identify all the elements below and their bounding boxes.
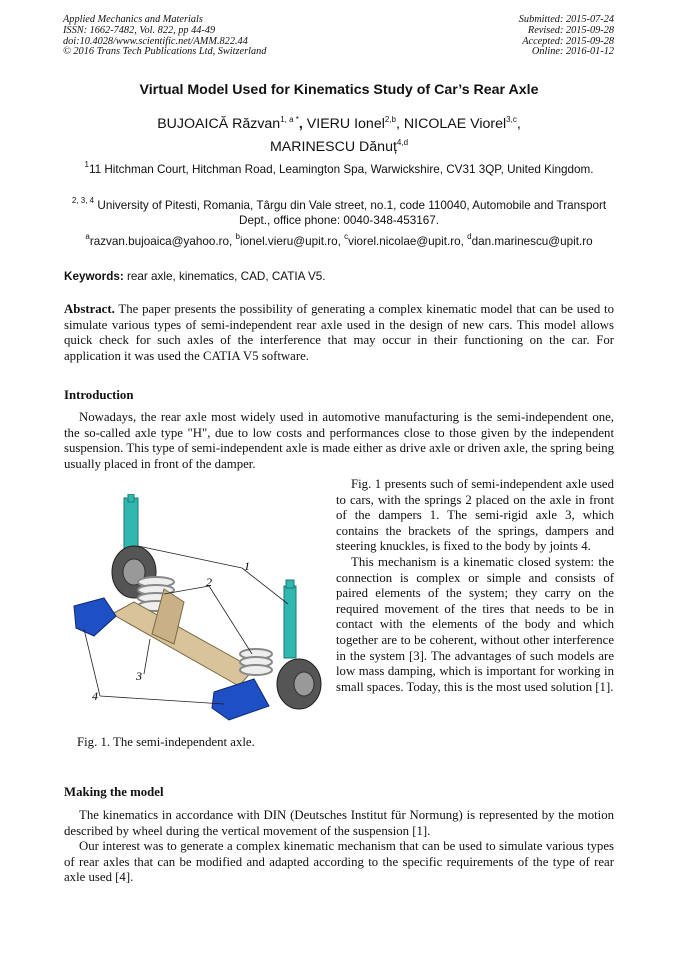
email-link[interactable]: viorel.nicolae@upit.ro,	[348, 235, 468, 248]
author-emails	[54, 232, 624, 250]
author-sup: 4,d	[396, 138, 409, 147]
intro-paragraph-1: Nowadays, the rear axle most widely used in automotive manufacturing is the semi-independent one, the so-called axle type "H", due to low costs and performances close to those given by the independent suspension. This type of semi-independent axle is made either as drive axle or driven axle, the spring being usually placed in front of the damper.	[64, 410, 614, 471]
right-spring	[240, 649, 272, 675]
author-sup: 3,c	[506, 115, 517, 124]
making-paragraph-1: The kinematics in accordance with DIN (Deutsches Institut für Normung) is represented by the motion described by wheel during the vertical movement of the suspension [1].	[64, 808, 614, 838]
author-name: BUJOAICĂ Răzvan	[157, 116, 281, 132]
journal-doi: doi:10.4028/www.scientific.net/AMM.822.44	[63, 35, 248, 47]
journal-name: Applied Mechanics and Materials	[63, 14, 203, 25]
figure-axle	[64, 494, 330, 734]
paper-title: Virtual Model Used for Kinematics Study of Car’s Rear Axle	[139, 82, 539, 98]
author-list	[70, 113, 608, 159]
author-sup: 1, a *	[280, 115, 299, 124]
affiliation-text: 11 Hitchman Court, Hitchman Road, Leamington Spa, Warwickshire, CV31 3QP, United Kingdom.	[88, 163, 594, 176]
keywords-label: Keywords:	[64, 270, 124, 283]
making-paragraph-2: Our interest was to generate a complex kinematic mechanism that can be used to simulate various types of rear axles that can be modified and adapted according to the specific requirements of the type of rear axle used [4].	[64, 839, 614, 885]
email-sup: a	[85, 232, 90, 241]
accepted-date: Accepted: 2015-09-28	[522, 35, 614, 47]
revised-date: Revised: 2015-09-28	[527, 24, 614, 36]
email-link[interactable]: razvan.bujoaica@yahoo.ro,	[89, 235, 236, 248]
affiliation-1	[60, 160, 618, 178]
affiliation-sup: 2, 3, 4	[71, 196, 95, 205]
journal-copyright: © 2016 Trans Tech Publications Ltd, Switzerland	[63, 46, 267, 58]
journal-issn: ISSN: 1662-7482, Vol. 822, pp 44-49	[63, 24, 216, 36]
email-sup: c	[344, 232, 349, 241]
axle-beam	[112, 602, 254, 686]
email-sup: d	[467, 232, 472, 241]
author-sep: ,	[396, 116, 400, 132]
section-heading-introduction: Introduction	[64, 388, 134, 402]
affiliation-text: University of Pitesti, Romania, Târgu din Vale street, no.1, code 110040, Automobile and Transport Dept., office phone: 0040-348-453167.	[97, 199, 607, 227]
author-sep: ,	[298, 116, 303, 132]
figure-label-2: 2	[206, 575, 212, 589]
submitted-date: Submitted: 2015-07-24	[518, 14, 614, 25]
keywords-text: rear axle, kinematics, CAD, CATIA V5.	[123, 270, 326, 283]
submission-dates	[519, 15, 614, 58]
intro-right-column	[336, 477, 614, 695]
online-date: Online: 2016-01-12	[531, 46, 614, 58]
keywords	[64, 270, 614, 283]
abstract-text: The paper presents the possibility of generating a complex kinematic model that can be used to simulate various types of semi-independent rear axle used in the design of new cars. This model allows quick check for such axles of the interference that may occur in their functioning on the car. For application it was used the CATIA V5 software.	[64, 302, 614, 363]
making-paragraphs	[64, 808, 614, 886]
email-link[interactable]: dan.marinescu@upit.ro	[471, 235, 593, 248]
author-name: VIERU Ionel	[306, 116, 385, 132]
intro-paragraph-3: This mechanism is a kinematic closed system: the connection is complex or simple and consists of paired elements of the system; they carry on the required movement of the tires that needs to be in contact with the elements of the body and which together are to be coherent, without other interference in the system [3]. The advantages of such models are low mass damping, which is important for working in small spaces. Today, this is the most used solution [1].	[336, 554, 614, 694]
abstract	[64, 302, 614, 364]
figure-label-1: 1	[244, 559, 250, 573]
affiliation-sup: 1	[84, 160, 89, 169]
abstract-label: Abstract.	[64, 302, 115, 316]
author-name: MARINESCU Dănuț	[269, 139, 397, 155]
left-bracket	[74, 598, 116, 636]
axle-illustration	[64, 494, 330, 734]
email-link[interactable]: ionel.vieru@upit.ro,	[239, 235, 345, 248]
right-damper	[284, 586, 296, 658]
figure-caption: Fig. 1. The semi-independent axle.	[77, 735, 255, 749]
author-sep: ,	[516, 116, 521, 132]
intro-paragraph-2: Fig. 1 presents such of semi-independent axle used to cars, with the springs 2 placed on the axle in front of the dampers 1. The semi-rigid axle 3, which contains the brackets of the springs, dampers and steering knuckles, is fixed to the body by joints 4.	[336, 477, 614, 554]
section-heading-making-the-model: Making the model	[64, 785, 164, 799]
affiliation-2	[60, 196, 618, 228]
journal-info	[63, 15, 266, 58]
author-sup: 2,b	[384, 115, 396, 124]
figure-label-4: 4	[92, 689, 98, 703]
email-sup: b	[235, 232, 240, 241]
figure-label-3: 3	[136, 669, 142, 683]
author-name: NICOLAE Viorel	[403, 116, 507, 132]
right-bracket	[212, 679, 269, 720]
